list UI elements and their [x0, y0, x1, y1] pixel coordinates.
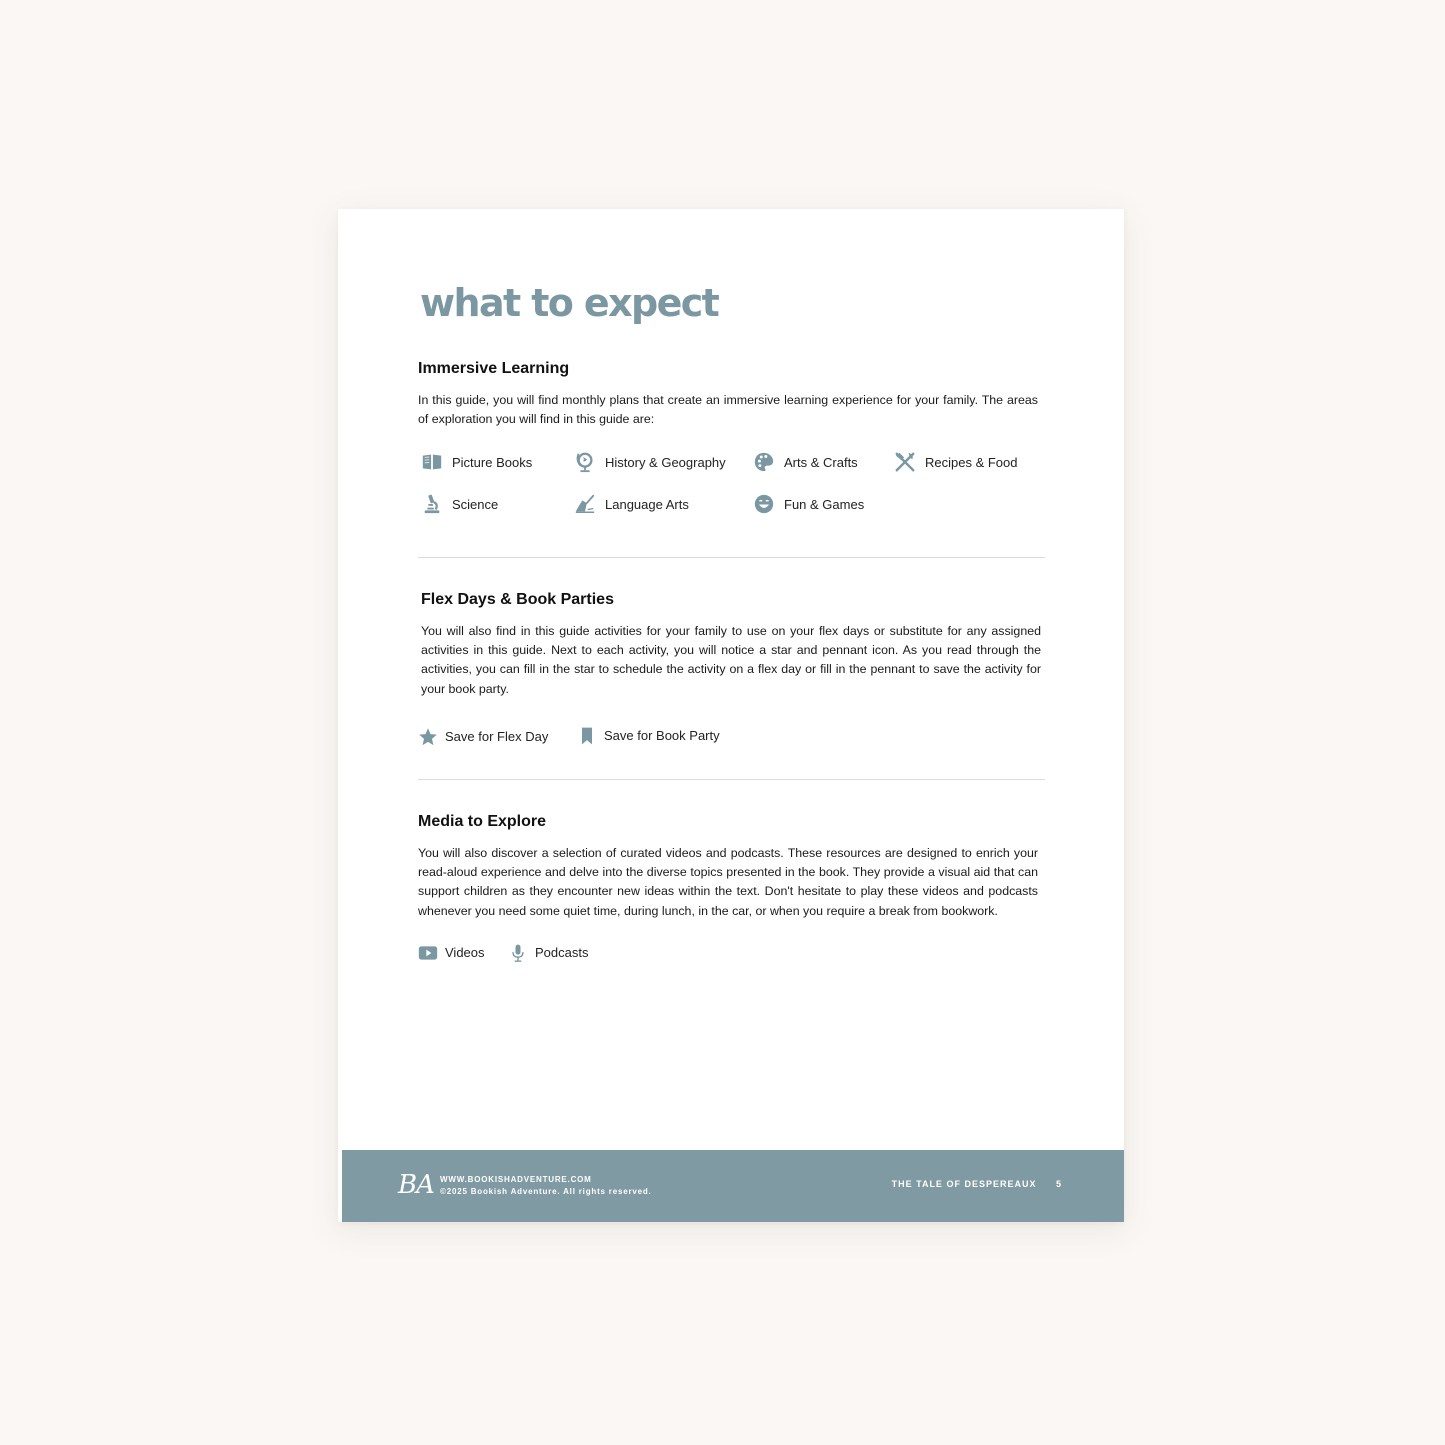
media-heading: Media to Explore: [418, 813, 547, 830]
area-label: Picture Books: [452, 454, 533, 470]
legend-flex-day: [418, 727, 548, 747]
area-recipes-food: [894, 451, 1018, 473]
writing-hand-icon: [574, 493, 596, 515]
section-divider: [418, 779, 1045, 780]
immersive-learning-heading: Immersive Learning: [418, 360, 570, 377]
microscope-icon: [421, 493, 443, 515]
play-icon: [418, 943, 438, 963]
area-science: [421, 493, 498, 515]
area-label: Science: [452, 496, 499, 512]
footer-info: [440, 1174, 652, 1198]
area-picture-books: [421, 451, 532, 473]
document-page: [338, 209, 1124, 1222]
brand-logo: BA: [398, 1170, 434, 1200]
area-label: Language Arts: [605, 496, 689, 512]
page-title: what to expect: [420, 281, 719, 325]
exploration-areas: [418, 451, 1038, 551]
footer-right: [892, 1179, 1062, 1189]
flex-legend: [421, 727, 1041, 751]
legend-label: Videos: [445, 945, 485, 961]
star-icon: [418, 727, 438, 747]
globe-icon: [574, 451, 596, 473]
media-legend: [418, 943, 1038, 967]
legend-videos: [418, 943, 485, 963]
area-fun-games: [753, 493, 864, 515]
legend-book-party: [577, 726, 720, 746]
legend-label: Save for Flex Day: [445, 729, 549, 745]
legend-label: Podcasts: [535, 945, 589, 961]
pennant-icon: [577, 726, 597, 746]
area-history-geography: [574, 451, 726, 473]
area-label: Arts & Crafts: [784, 454, 858, 470]
palette-icon: [753, 451, 775, 473]
website-link[interactable]: WWW.BOOKISHADVENTURE.COM: [440, 1175, 592, 1184]
page-footer: [342, 1150, 1124, 1222]
smile-icon: [753, 493, 775, 515]
book-title: THE TALE OF DESPEREAUX: [891, 1179, 1037, 1189]
section-divider: [418, 557, 1045, 558]
media-section: [418, 812, 1038, 967]
immersive-learning-body: In this guide, you will find monthly plans that create an immersive learning experience for your family. The areas of exploration you will find in this guide are:: [418, 393, 1038, 427]
area-label: History & Geography: [605, 454, 726, 470]
legend-podcasts: [508, 943, 588, 963]
flex-days-section: [421, 590, 1041, 751]
flex-days-heading: Flex Days & Book Parties: [421, 591, 614, 608]
copyright-text: ©2025 Bookish Adventure. All rights reserved.: [440, 1187, 652, 1196]
microphone-icon: [508, 943, 528, 963]
open-book-icon: [421, 451, 443, 473]
area-label: Recipes & Food: [925, 454, 1018, 470]
flex-days-body: You will also find in this guide activities for your family to use on your flex days or substitute for any assigned activities in this guide. Next to each activity, you will notice a star and pennant icon. As you read through the activities, you can fill in the star to schedule the activity on a flex day or fill in the pennant to save the activity for your book party.: [421, 624, 1041, 696]
area-label: Fun & Games: [784, 496, 865, 512]
media-body: You will also discover a selection of curated videos and podcasts. These resources are designed to enrich your read-aloud experience and delve into the diverse topics presented in the book. They provide a visual aid that can support children as they encounter new ideas within the text. Don't hesitate to play these videos and podcasts whenever you need some quiet time, during lunch, in the car, or when you require a break from bookwork.: [418, 846, 1038, 918]
immersive-learning-section: [418, 359, 1038, 551]
page-number: 5: [1055, 1179, 1062, 1189]
area-language-arts: [574, 493, 689, 515]
legend-label: Save for Book Party: [604, 728, 720, 744]
area-arts-crafts: [753, 451, 858, 473]
utensils-icon: [894, 451, 916, 473]
